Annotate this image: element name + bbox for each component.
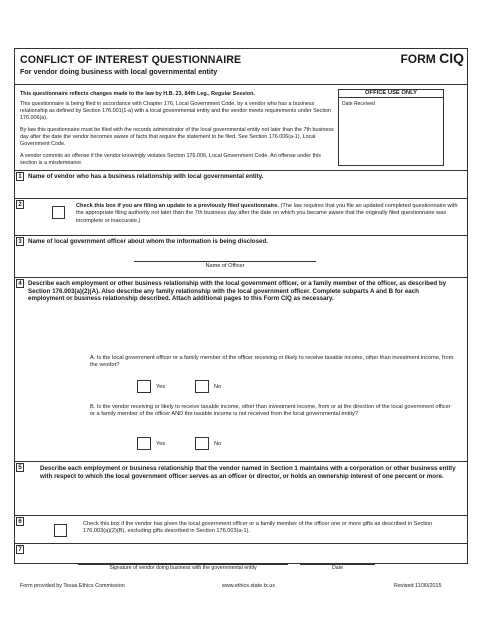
section-5-divider — [14, 461, 468, 462]
footer-revised: Revised 11/30/2015 — [394, 583, 442, 589]
changes-note: This questionnaire reflects changes made to the law by H.B. 23, 84th Leg., Regular Session. — [20, 91, 255, 97]
question-a-no-checkbox[interactable] — [195, 380, 209, 393]
question-a-no-label: No — [214, 384, 222, 390]
intro-para-2: By law this questionnaire must be filed with the records administrator of the local governmental entity not later than the 7th business day after the date the vendor becomes aware of facts that require the statement to be filed. See Section 176.006(a-1), Local Government Code. — [20, 127, 334, 147]
question-a-yes-label: Yes — [156, 384, 166, 390]
update-checkbox[interactable] — [52, 206, 65, 219]
section-1-label: Name of vendor who has a business relationship with local governmental entity. — [28, 173, 264, 180]
section-2-text — [76, 203, 460, 225]
form-title: CONFLICT OF INTEREST QUESTIONNAIRE — [20, 54, 242, 66]
office-use-heading: OFFICE USE ONLY — [338, 89, 444, 98]
section-5-number: 5 — [16, 463, 24, 472]
section-3-number: 3 — [16, 237, 24, 246]
section-4-label: Describe each employment or other business relationship with the local government officer, or a family member of the officer, as described by Section 176.003(a)(2)(A). Also describe any family relationship with the local government officer. Complete subparts A and B for each employment or business relationship described. Attach additional pages to this Form CIQ as necessary. — [28, 280, 447, 302]
section-6-label: Check this box if the vendor has given the local government officer or a family member of the officer one or more gifts as described in Section 176.003(a)(2)(B), excluding gifts described in Section 176.003(a-1). — [83, 521, 433, 535]
section-7-divider — [14, 543, 468, 544]
section-3-divider — [14, 235, 468, 236]
header-divider — [14, 84, 468, 85]
footer-url[interactable]: www.ethics.state.tx.us — [222, 583, 276, 589]
question-b: B. Is the vendor receiving or likely to receive taxable income, other than investment income, from or at the direction of the local government officer or a family member of the officer AND the taxable income is not received from the local governmental entity? — [90, 404, 451, 418]
section-2-divider — [14, 198, 468, 199]
section-6-number: 6 — [16, 517, 24, 526]
section-2-number: 2 — [16, 200, 24, 209]
section-4-number: 4 — [16, 279, 24, 288]
question-a-yes-checkbox[interactable] — [137, 380, 151, 393]
officer-name-line[interactable] — [134, 261, 316, 262]
form-prefix: FORM — [400, 52, 440, 66]
form-code-text: CIQ — [439, 50, 464, 66]
question-b-no-checkbox[interactable] — [195, 437, 209, 450]
footer-provider: Form provided by Texas Ethics Commission — [20, 583, 125, 589]
question-b-no-label: No — [214, 441, 222, 447]
date-caption: Date — [332, 565, 343, 571]
intro-para-3: A vendor commits an offense if the vendor knowingly violates Section 176.006, Local Government Code. An offense under this section is a misdemeanor. — [20, 153, 321, 166]
question-a: A. Is the local government officer or a family member of the officer receiving or likely to receive taxable income, other than investment income, from the vendor? — [90, 355, 454, 369]
signature-caption: Signature of vendor doing business with the governmental entity — [109, 565, 257, 571]
form-subtitle: For vendor doing business with local governmental entity — [20, 67, 218, 76]
section-1-divider — [14, 170, 468, 171]
form-code — [400, 50, 464, 66]
question-b-yes-label: Yes — [156, 441, 166, 447]
section-7-number: 7 — [16, 545, 24, 554]
gifts-checkbox[interactable] — [54, 524, 67, 537]
section-5-label: Describe each employment or business relationship that the vendor named in Section 1 maintains with a corporation or other business entity with respect to which the local government officer serves as an officer or director, or holds an ownership interest of one percent or more. — [40, 465, 456, 480]
section-4-divider — [14, 277, 468, 278]
section-6-divider — [14, 515, 468, 516]
question-b-yes-checkbox[interactable] — [137, 437, 151, 450]
intro-para-1: This questionnaire is being filed in accordance with Chapter 176, Local Government Code, by a vendor who has a business relationship as defined by Section 176.001(1-a) with a local governmental entity and the vendor meets requirements under Section 176.006(a). — [20, 101, 332, 121]
officer-name-caption: Name of Officer — [205, 263, 245, 269]
section-2-label-rest: (The law requires that you file an updated completed questionnaire with the appropriate filing authority not later than the 7th business day after the date on which you became aware that the originally filed questionnaire was incomplete or inaccurate.) — [76, 203, 458, 224]
section-1-number: 1 — [16, 172, 24, 181]
section-3-label: Name of local government officer about whom the information is being disclosed. — [28, 238, 268, 245]
date-received-label: Date Received — [342, 101, 375, 107]
section-2-label-bold: Check this box if you are filing an update to a previously filed questionnaire. — [76, 203, 279, 209]
